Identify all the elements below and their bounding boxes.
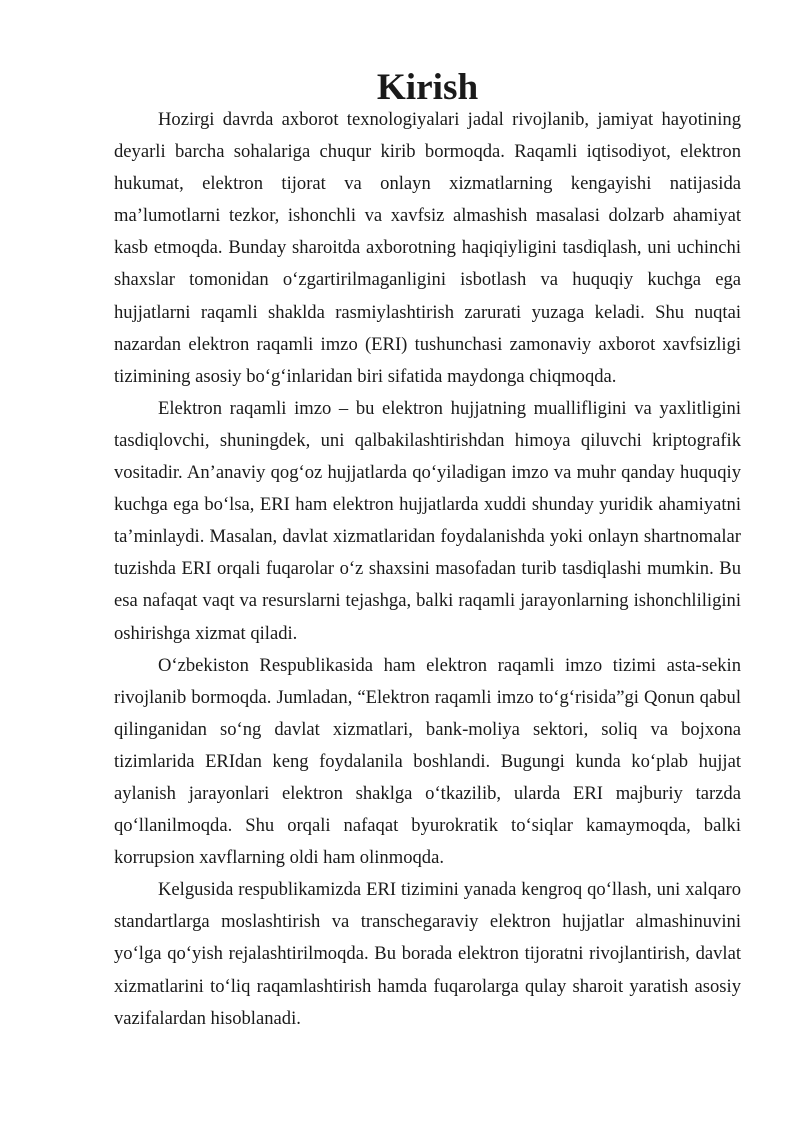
paragraph-2: Elektron raqamli imzo – bu elektron hujjatning muallifligini va yaxlitligini tasdiqlovchi, shuningdek, uni qalbakilashtirishdan himoya qiluvchi kriptografik vositadir. An’anaviy qog‘oz hujjatlarda qo‘yiladigan imzo va muhr qanday huquqiy kuchga ega bo‘lsa, ERI ham elektron hujjatlarda xuddi shunday yuridik ahamiyatni ta’minlaydi. Masalan, davlat xizmatlaridan foydalanishda yoki onlayn shartnomalar tuzishda ERI orqali fuqarolar o‘z shaxsini masofadan turib tasdiqlashi mumkin. Bu esa nafaqat vaqt va resurslarni tejashga, balki raqamli jarayonlarning ishonchliligini oshirishga xizmat qiladi. — [114, 397, 741, 644]
paragraph-4: Kelgusida respublikamizda ERI tizimini yanada kengroq qo‘llash, uni xalqaro standartlarga moslashtirish va transchegaraviy elektron hujjatlar almashinuvini yo‘lga qo‘yish rejalashtirilmoqda. Bu borada elektron tijoratni rivojlantirish, davlat xizmatlarini to‘liq raqamlashtirish hamda fuqarolarga qulay sharoit yaratish asosiy vazifalardan hisoblanadi. — [114, 879, 741, 1029]
paragraph-3: O‘zbekiston Respublikasida ham elektron raqamli imzo tizimi asta-sekin rivojlanib bormoqda. Jumladan, “Elektron raqamli imzo to‘g‘risida”gi Qonun qabul qilinganidan so‘ng davlat xizmatlari, bank-moliya sektori, soliq va bojxona tizimlarida ERIdan keng foydalanila boshlandi. Bugungi kunda ko‘plab hujjat aylanish jarayonlari elektron shaklga o‘tkazilib, ularda ERI majburiy tarzda qo‘llanilmoqda. Shu orqali nafaqat byurokratik to‘siqlar kamaymoqda, balki korrupsion xavflarning oldi ham olinmoqda. — [114, 654, 741, 869]
section-title: Kirish — [376, 67, 479, 108]
paragraph-1: Hozirgi davrda axborot texnologiyalari jadal rivojlanib, jamiyat hayotining deyarli barcha sohalariga chuqur kirib bormoqda. Raqamli iqtisodiyot, elektron hukumat, elektron tijorat va onlayn xizmatlarning kengayishi natijasida ma’lumotlarni tezkor, ishonchli va xavfsiz almashish masalasi dolzarb ahamiyat kasb etmoqda. Bunday sharoitda axborotning haqiqiyligini tasdiqlash, uni uchinchi shaxslar tomonidan o‘zgartirilmaganligini isbotlash va huquqiy kuchga ega hujjatlarni raqamli shaklda rasmiylashtirish zarurati yuzaga keladi. Shu nuqtai nazardan elektron raqamli imzo (ERI) tushunchasi zamonaviy axborot xavfsizligi tizimining asosiy bo‘g‘inlaridan biri sifatida maydonga chiqmoqda. — [114, 109, 741, 387]
document-page — [114, 67, 741, 1035]
